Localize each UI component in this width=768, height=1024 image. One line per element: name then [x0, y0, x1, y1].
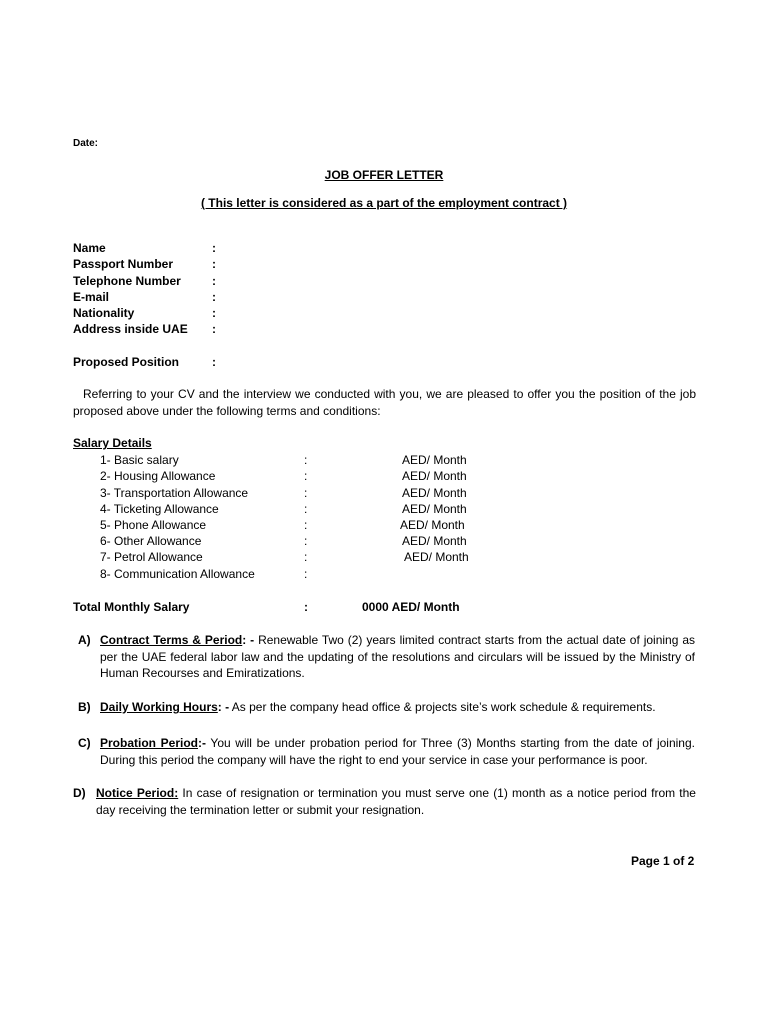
field-colon: :	[212, 257, 216, 271]
salary-item-label: 4- Ticketing Allowance	[100, 502, 219, 516]
salary-item-amount: AED/ Month	[404, 550, 469, 564]
clause-c-separator: :-	[197, 736, 206, 750]
clause-a-separator: : -	[242, 633, 255, 647]
clause-a-text: Renewable Two (2) years limited contract starts from the actual date of joining as per the UAE federal labor law and the updating of the resolutions and circulars will be issued by the Ministry of Human Recourses and Emiratizations.	[100, 633, 695, 680]
field-colon: :	[212, 322, 216, 336]
clause-a	[100, 632, 695, 682]
clause-b-separator: : -	[217, 700, 230, 714]
clause-a-letter: A)	[78, 633, 91, 647]
proposed-position-colon: :	[212, 355, 216, 369]
intro-text: Referring to your CV and the interview we conducted with you, we are pleased to offer you the position of the job proposed above under the following terms and conditions:	[73, 387, 696, 418]
clause-c-heading: Probation Period	[100, 736, 198, 750]
field-label-nationality: Nationality	[73, 306, 135, 320]
field-colon: :	[212, 306, 216, 320]
salary-item-colon: :	[304, 567, 308, 581]
salary-item-colon: :	[304, 534, 308, 548]
field-label-passport: Passport Number	[73, 257, 174, 271]
clause-a-heading: Contract Terms & Period	[100, 633, 243, 647]
salary-item-colon: :	[304, 469, 308, 483]
salary-item-colon: :	[304, 453, 308, 467]
proposed-position-label: Proposed Position	[73, 355, 180, 369]
clause-c	[100, 735, 695, 768]
clause-d	[96, 785, 696, 818]
salary-item-amount: AED/ Month	[402, 502, 467, 516]
salary-item-colon: :	[304, 518, 308, 532]
clause-d-heading: Notice Period:	[96, 786, 179, 800]
salary-item-colon: :	[304, 502, 308, 516]
clause-b-text: As per the company head office & projects site’s work schedule & requirements.	[229, 700, 656, 714]
total-salary-colon: :	[304, 600, 308, 614]
salary-item-label: 7- Petrol Allowance	[100, 550, 203, 564]
clause-d-letter: D)	[73, 786, 86, 800]
salary-item-colon: :	[304, 486, 308, 500]
clause-c-letter: C)	[78, 736, 91, 750]
letter-subtitle-text: ( This letter is considered as a part of the employment contract )	[200, 196, 568, 210]
salary-item-label: 6- Other Allowance	[100, 534, 202, 548]
salary-item-label: 3- Transportation Allowance	[100, 486, 249, 500]
salary-heading: Salary Details	[73, 436, 152, 450]
clause-b-letter: B)	[78, 700, 91, 714]
salary-item-label: 2- Housing Allowance	[100, 469, 216, 483]
date-label: Date:	[73, 138, 99, 149]
field-label-email: E-mail	[73, 290, 110, 304]
total-salary-label: Total Monthly Salary	[73, 600, 190, 614]
clause-b	[100, 699, 695, 716]
intro-paragraph	[73, 386, 696, 419]
salary-item-amount: AED/ Month	[402, 534, 467, 548]
letter-title	[0, 167, 768, 183]
salary-item-label: 8- Communication Allowance	[100, 567, 255, 581]
field-colon: :	[212, 290, 216, 304]
field-label-name: Name	[73, 241, 106, 255]
clause-b-heading: Daily Working Hours	[100, 700, 218, 714]
salary-item-colon: :	[304, 550, 308, 564]
field-label-telephone: Telephone Number	[73, 274, 181, 288]
clause-d-text: In case of resignation or termination you must serve one (1) month as a notice period from the day receiving the termination letter or submit your resignation.	[96, 786, 696, 817]
field-label-address: Address inside UAE	[73, 322, 188, 336]
letter-subtitle	[0, 195, 768, 211]
salary-item-amount: AED/ Month	[402, 453, 467, 467]
field-colon: :	[212, 241, 216, 255]
salary-item-label: 5- Phone Allowance	[100, 518, 207, 532]
page-number: Page 1 of 2	[631, 854, 695, 868]
total-salary-value: 0000 AED/ Month	[362, 600, 460, 614]
salary-item-label: 1- Basic salary	[100, 453, 179, 467]
field-colon: :	[212, 274, 216, 288]
salary-item-amount: AED/ Month	[402, 469, 467, 483]
salary-item-amount: AED/ Month	[402, 486, 467, 500]
salary-item-amount: AED/ Month	[400, 518, 465, 532]
letter-title-text: JOB OFFER LETTER	[324, 168, 444, 182]
clause-c-text: You will be under probation period for Three (3) Months starting from the date of joining. During this period the company will have the right to end your service in case your performance is poor.	[100, 736, 695, 767]
